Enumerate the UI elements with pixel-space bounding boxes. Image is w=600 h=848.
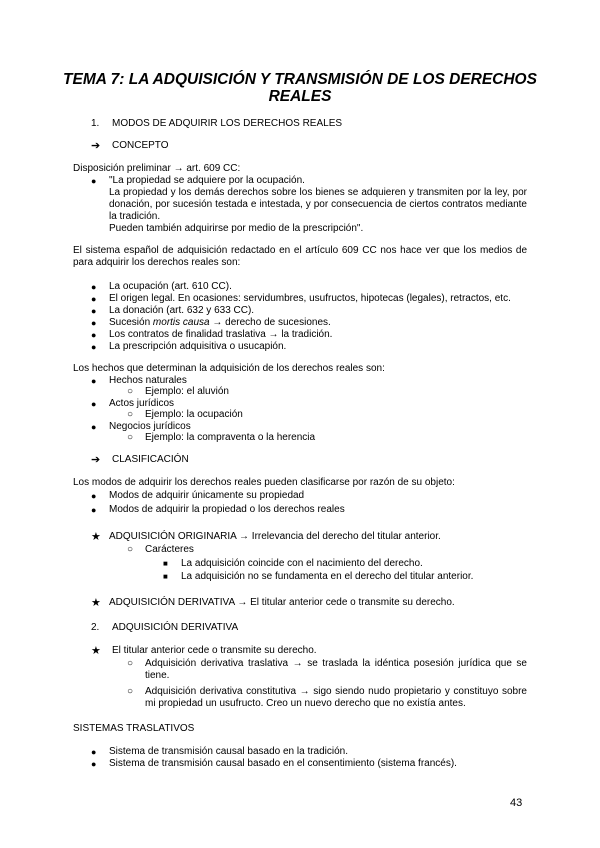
titular-line: El titular anterior cede o transmite su derecho.: [112, 645, 317, 656]
bullet-icon: ●: [91, 747, 97, 757]
sub-list-item: Ejemplo: la ocupación: [145, 409, 243, 420]
heading-number: 1.: [91, 118, 100, 129]
section-heading: MODOS DE ADQUIRIR LOS DERECHOS REALES: [112, 118, 343, 129]
arrow-icon: ➔: [91, 454, 101, 466]
hechos-intro: Los hechos que determinan la adquisición de los derechos reales son:: [73, 363, 385, 374]
square-bullet-icon: ■: [163, 559, 168, 568]
circle-bullet-icon: ○: [127, 432, 134, 443]
list-item: [109, 317, 331, 329]
sub-list-item: Adquisición derivativa constitutiva → sigo siendo nudo propietario y constituyo sobre mi propiedad un usufructo. Creo un nuevo derecho que no existía antes.: [145, 686, 527, 709]
bullet-icon: ●: [91, 306, 97, 316]
section-heading: ADQUISICIÓN DERIVATIVA: [112, 622, 239, 633]
list-item: La prescripción adquisitiva o usucapión.: [109, 341, 287, 352]
star-icon: ★: [91, 645, 101, 657]
star-icon: ★: [91, 531, 101, 543]
document-title-line2: REALES: [268, 88, 332, 105]
square-bullet-icon: ■: [163, 572, 168, 581]
page-number: 43: [510, 797, 523, 809]
bullet-icon: ●: [91, 759, 97, 769]
sistemas-heading: SISTEMAS TRASLATIVOS: [73, 723, 195, 734]
list-item: Sistema de transmisión causal basado en la tradición.: [109, 746, 349, 757]
list-item-text: → derecho de sucesiones.: [209, 317, 331, 328]
bullet-icon: ●: [91, 342, 97, 352]
quote-line3: Pueden también adquirirse por medio de la prescripción".: [109, 223, 364, 234]
document-title-line1: TEMA 7: LA ADQUISICIÓN Y TRANSMISIÓN DE LOS DERECHOS: [63, 71, 537, 88]
list-item-text: Sucesión: [109, 317, 153, 328]
bullet-icon: ●: [91, 318, 97, 328]
list-item: Modos de adquirir la propiedad o los derechos reales: [109, 504, 345, 515]
bullet-icon: ●: [91, 505, 97, 515]
sub-sub-list-item: La adquisición coincide con el nacimiento del derecho.: [181, 558, 423, 569]
list-item: Hechos naturales: [109, 375, 187, 386]
list-item: Actos jurídicos: [109, 398, 175, 409]
sub-sub-list-item: La adquisición no se fundamenta en el derecho del titular anterior.: [181, 571, 474, 582]
sub-list-item: Adquisición derivativa traslativa → se traslada la idéntica posesión jurídica que se tiene.: [145, 658, 527, 681]
list-item: Negocios jurídicos: [109, 421, 191, 432]
list-item: Sistema de transmisión causal basado en el consentimiento (sistema francés).: [109, 758, 457, 769]
list-item-italic: mortis causa: [152, 317, 210, 328]
subheading-clasificacion: CLASIFICACIÓN: [112, 454, 189, 465]
sub-list-item: Ejemplo: el aluvión: [145, 386, 229, 397]
subheading-concepto: CONCEPTO: [112, 140, 169, 151]
circle-bullet-icon: ○: [127, 386, 134, 397]
originaria-line: ADQUISICIÓN ORIGINARIA → Irrelevancia del derecho del titular anterior.: [109, 531, 441, 542]
circle-bullet-icon: ○: [127, 686, 134, 697]
quote-line1: "La propiedad se adquiere por la ocupación.: [109, 175, 305, 186]
bullet-icon: ●: [91, 399, 97, 409]
modos-intro: Los modos de adquirir los derechos reales pueden clasificarse por razón de su objeto:: [73, 477, 455, 488]
list-item: Los contratos de finalidad traslativa → la tradición.: [109, 329, 333, 340]
list-item: La donación (art. 632 y 633 CC).: [109, 305, 255, 316]
list-item: La ocupación (art. 610 CC).: [109, 281, 232, 292]
circle-bullet-icon: ○: [127, 658, 134, 669]
bullet-icon: ●: [91, 376, 97, 386]
bullet-icon: ●: [91, 282, 97, 292]
circle-bullet-icon: ○: [127, 544, 134, 555]
arrow-icon: ➔: [91, 140, 101, 152]
bullet-icon: ●: [91, 422, 97, 432]
star-icon: ★: [91, 597, 101, 609]
disposicion-line: Disposición preliminar → art. 609 CC:: [73, 163, 241, 174]
list-item: El origen legal. En ocasiones: servidumbres, usufructos, hipotecas (legales), retractos, etc.: [109, 293, 511, 304]
bullet-icon: ●: [91, 330, 97, 340]
circle-bullet-icon: ○: [127, 409, 134, 420]
derivativa-star-line: ADQUISICIÓN DERIVATIVA → El titular anterior cede o transmite su derecho.: [109, 597, 455, 608]
sub-list-item: Ejemplo: la compraventa o la herencia: [145, 432, 316, 443]
bullet-icon: ●: [91, 176, 97, 186]
list-item: Modos de adquirir únicamente su propiedad: [109, 490, 305, 501]
heading-number: 2.: [91, 622, 100, 633]
bullet-icon: ●: [91, 294, 97, 304]
bullet-icon: ●: [91, 491, 97, 501]
sistema-paragraph: El sistema español de adquisición redactado en el artículo 609 CC nos hace ver que los medios de para adquirir los derechos reales son:: [73, 245, 527, 268]
sub-list-item: Carácteres: [145, 544, 194, 555]
quote-paragraph: La propiedad y los demás derechos sobre los bienes se adquieren y transmiten por la ley, por donación, por sucesión testada e intestada, y por consecuencia de ciertos contratos mediante la tradición.: [109, 187, 527, 222]
